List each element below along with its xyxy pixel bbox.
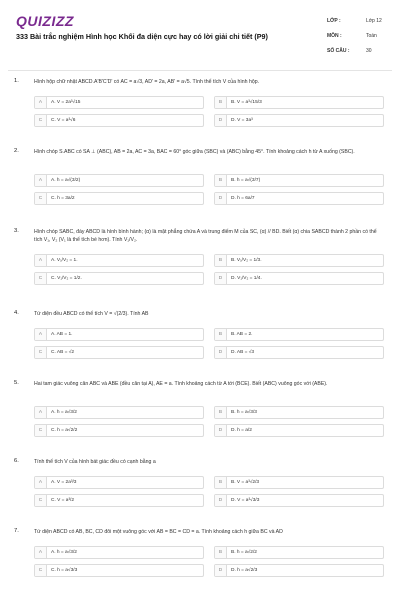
question-number: 6. xyxy=(14,458,19,464)
option-letter: D xyxy=(215,273,227,284)
option-letter: A xyxy=(35,175,47,186)
option-text: D. V = a³√3/3 xyxy=(231,498,260,503)
option-c[interactable] xyxy=(34,424,204,437)
option-letter: C xyxy=(35,425,47,436)
option-letter: D xyxy=(215,495,227,506)
option-b[interactable] xyxy=(214,328,384,341)
question-text: Hình chóp SABC, đáy ABCD là hình bình hành; (α) là mặt phẳng chứa A và trung điểm M của SC, (α) // BD. Biết (α) chia SABCD thành 2 phần có thể tích V₁, V₂ (V₁ là thể tích bé hơn). Tính V₁/V₂. xyxy=(34,229,377,243)
question-text: Tứ diện ABCD có AB, BC, CD đôi một vuông góc với AB = BC = CD = a. Tính khoảng cách h giữa BC và AD xyxy=(34,529,283,535)
option-b[interactable] xyxy=(214,174,384,187)
option-text: D. h = a√2/3 xyxy=(231,568,258,573)
option-text: A. h = a√(3/2) xyxy=(51,178,81,183)
class-value: Lớp 12 xyxy=(366,18,382,24)
option-letter: B xyxy=(215,547,227,558)
option-letter: D xyxy=(215,425,227,436)
option-a[interactable] xyxy=(34,174,204,187)
question-number: 3. xyxy=(14,228,19,234)
question-number: 2. xyxy=(14,148,19,154)
document-title: 333 Bài trắc nghiệm Hình học Khối đa diện cực hay có lời giải chi tiết (P9) xyxy=(16,32,268,41)
option-d[interactable] xyxy=(214,192,384,205)
option-letter: B xyxy=(215,477,227,488)
option-text: A. h = a√3/2 xyxy=(51,550,77,555)
option-c[interactable] xyxy=(34,192,204,205)
option-text: C. V = a³√6 xyxy=(51,118,76,123)
question-number: 7. xyxy=(14,528,19,534)
option-text: D. h = a/2 xyxy=(231,428,252,433)
option-c[interactable] xyxy=(34,564,204,577)
option-b[interactable] xyxy=(214,96,384,109)
option-letter: A xyxy=(35,255,47,266)
option-a[interactable] xyxy=(34,546,204,559)
question-text: Tứ diện đều ABCD có thể tích V = √(2/3). Tính AB xyxy=(34,311,149,317)
option-b[interactable] xyxy=(214,546,384,559)
option-letter: A xyxy=(35,407,47,418)
option-text: C. AB = √2 xyxy=(51,350,75,355)
option-letter: A xyxy=(35,329,47,340)
option-text: B. V = a³√2/3 xyxy=(231,480,260,485)
option-text: D. V = 3a³ xyxy=(231,118,253,123)
count-label: SỐ CÂU : xyxy=(327,48,350,54)
option-c[interactable] xyxy=(34,114,204,127)
option-letter: A xyxy=(35,547,47,558)
option-text: C. h = a√2/2 xyxy=(51,428,78,433)
option-c[interactable] xyxy=(34,272,204,285)
question-number: 5. xyxy=(14,380,19,386)
question-number: 1. xyxy=(14,78,19,84)
option-text: B. AB = 2. xyxy=(231,332,253,337)
quizizz-logo: QUIZIZZ xyxy=(16,13,74,29)
option-text: B. V = a³√15/3 xyxy=(231,100,262,105)
option-letter: D xyxy=(215,193,227,204)
count-value: 30 xyxy=(366,48,372,54)
option-letter: D xyxy=(215,347,227,358)
option-a[interactable] xyxy=(34,406,204,419)
option-a[interactable] xyxy=(34,476,204,489)
option-text: C. h = a√3/3 xyxy=(51,568,78,573)
question-text: Tính thể tích V của hình bát giác đều có cạnh bằng a xyxy=(34,459,156,465)
option-letter: C xyxy=(35,495,47,506)
option-d[interactable] xyxy=(214,346,384,359)
question-text: Hai tam giác vuông cân ABC và ABE (đều cân tại A), AE = a. Tính khoảng cách từ A tới (BCE). Biết (ABC) vuông góc với (ABE). xyxy=(34,381,328,387)
option-c[interactable] xyxy=(34,494,204,507)
option-text: B. h = a√2/2 xyxy=(231,550,257,555)
header-divider xyxy=(8,70,392,71)
option-text: A. h = a√3/2 xyxy=(51,410,77,415)
option-letter: C xyxy=(35,273,47,284)
page-header xyxy=(0,0,400,72)
option-letter: C xyxy=(35,193,47,204)
option-letter: D xyxy=(215,115,227,126)
option-text: A. V₁/V₂ = 1. xyxy=(51,258,78,263)
option-d[interactable] xyxy=(214,272,384,285)
option-a[interactable] xyxy=(34,328,204,341)
question-text: Hình chóp S.ABC có SA ⊥ (ABC), AB = 2a, AC = 3a, BAC = 60° góc giữa (SBC) và (ABC) bằng 45°. Tính khoảng cách h từ A xuống (SBC). xyxy=(34,149,355,155)
option-letter: B xyxy=(215,329,227,340)
option-letter: C xyxy=(35,347,47,358)
option-text: D. h = 6a/7 xyxy=(231,196,255,201)
option-a[interactable] xyxy=(34,254,204,267)
option-text: C. V₁/V₂ = 1/2. xyxy=(51,276,82,281)
option-d[interactable] xyxy=(214,564,384,577)
option-letter: D xyxy=(215,565,227,576)
option-text: C. h = 3a/2 xyxy=(51,196,75,201)
subject-label: MÔN : xyxy=(327,33,342,39)
option-text: D. AB = √3 xyxy=(231,350,255,355)
option-text: B. h = a√(3/7) xyxy=(231,178,261,183)
option-text: D. V₁/V₂ = 1/4. xyxy=(231,276,262,281)
option-text: B. h = a√3/3 xyxy=(231,410,257,415)
subject-value: Toán xyxy=(366,33,377,39)
option-d[interactable] xyxy=(214,494,384,507)
option-a[interactable] xyxy=(34,96,204,109)
option-letter: B xyxy=(215,255,227,266)
option-letter: A xyxy=(35,477,47,488)
option-letter: B xyxy=(215,175,227,186)
option-b[interactable] xyxy=(214,476,384,489)
option-text: A. AB = 1. xyxy=(51,332,73,337)
class-label: LỚP : xyxy=(327,18,341,24)
question-number: 4. xyxy=(14,310,19,316)
question-text: Hình hộp chữ nhật ABCD.A'B'C'D' có AC = a√3, AD' = 2a, AB' = a√5. Tính thể tích V của hình hộp. xyxy=(34,79,260,85)
option-d[interactable] xyxy=(214,424,384,437)
option-text: A. V = 2a³√15 xyxy=(51,100,81,105)
option-d[interactable] xyxy=(214,114,384,127)
option-letter: A xyxy=(35,97,47,108)
option-b[interactable] xyxy=(214,254,384,267)
option-letter: B xyxy=(215,407,227,418)
option-text: C. V = a³/2 xyxy=(51,498,75,503)
option-letter: C xyxy=(35,565,47,576)
option-text: B. V₁/V₂ = 1/3. xyxy=(231,258,262,263)
option-letter: B xyxy=(215,97,227,108)
option-b[interactable] xyxy=(214,406,384,419)
option-letter: C xyxy=(35,115,47,126)
option-text: A. V = 2a³/3 xyxy=(51,480,77,485)
option-c[interactable] xyxy=(34,346,204,359)
